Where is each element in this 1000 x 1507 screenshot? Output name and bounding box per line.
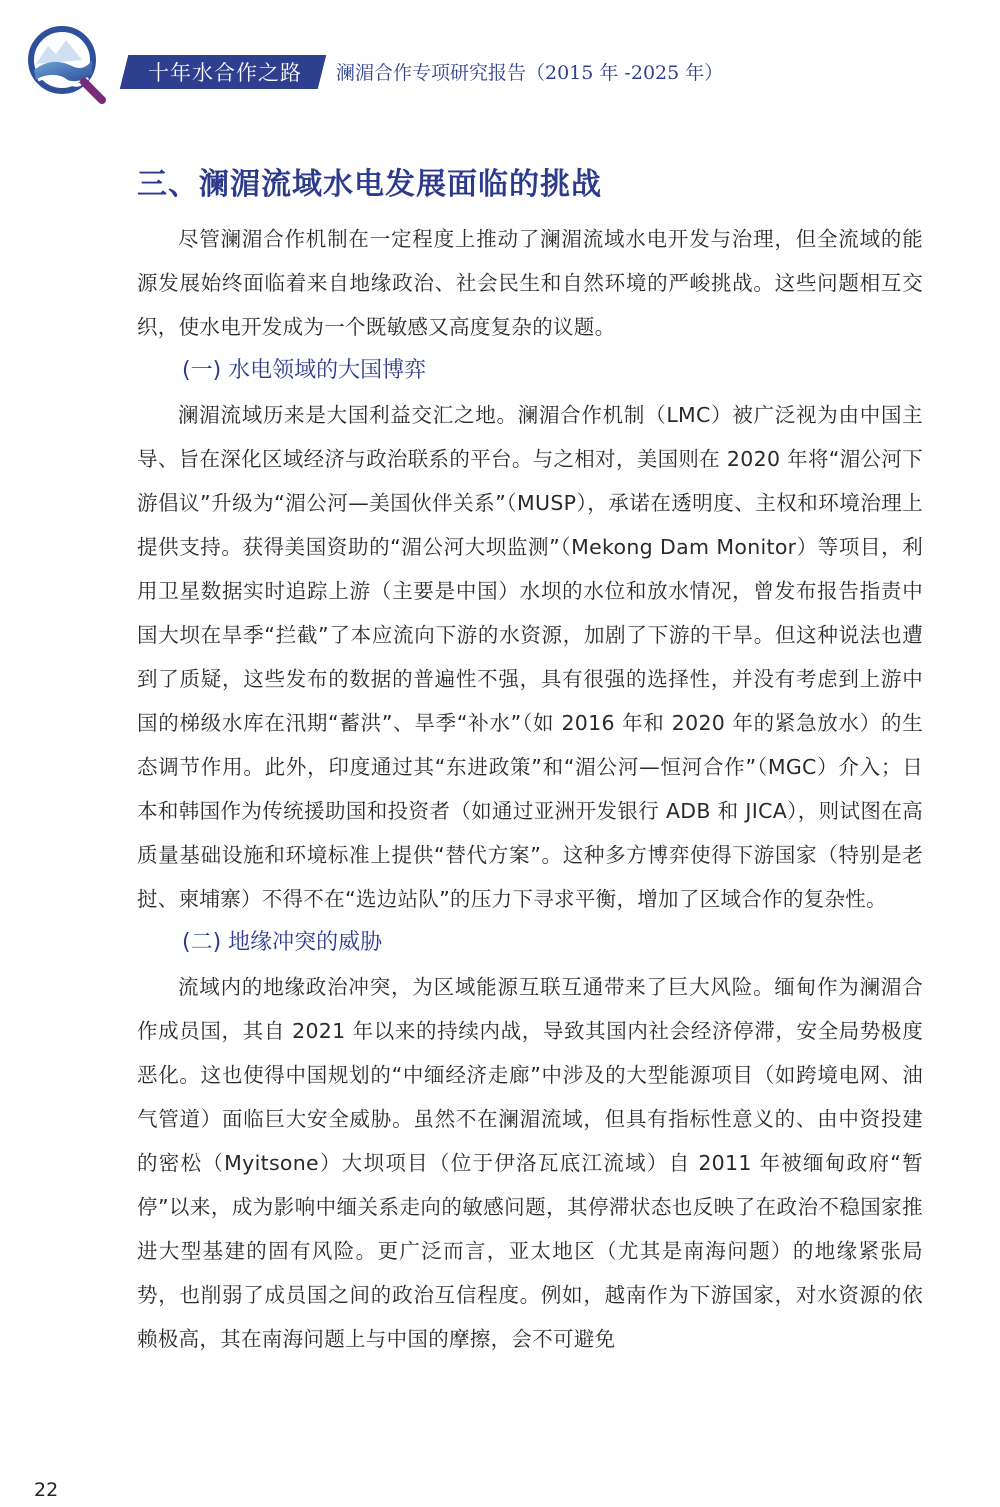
subsection-heading-1: (一) 水电领域的大国博弈 bbox=[182, 358, 427, 383]
subsection-heading-2: (二) 地缘冲突的威胁 bbox=[182, 930, 383, 955]
series-title: 十年水合作之路 bbox=[148, 61, 302, 85]
main-content bbox=[137, 163, 923, 1361]
section-title: 三、澜湄流域水电发展面临的挑战 bbox=[137, 167, 602, 202]
magnifier-landscape-icon bbox=[22, 20, 108, 106]
page-number: 22 bbox=[34, 1479, 59, 1501]
subsection-paragraph-2: 流域内的地缘政治冲突，为区域能源互联互通带来了巨大风险。缅甸作为澜湄合作成员国，其自 2021 年以来的持续内战，导致其国内社会经济停滞，安全局势极度恶化。这也使得中国规划的“中缅经济走廊”中涉及的大型能源项目（如跨境电网、油气管道）面临巨大安全威胁。虽然不在澜湄流域，但具有指标性意义的、由中资投建的密松（Myitsone）大坝项目（位于伊洛瓦底江流域）自 2011 年被缅甸政府“暂停”以来，成为影响中缅关系走向的敏感问题，其停滞状态也反映了在政治不稳国家推进大型基建的固有风险。更广泛而言，亚太地区（尤其是南海问题）的地缘紧张局势，也削弱了成员国之间的政治互信程度。例如，越南作为下游国家，对水资源的依赖极高，其在南海问题上与中国的摩擦，会不可避免 bbox=[137, 975, 923, 1351]
subsection-paragraph-1: 澜湄流域历来是大国利益交汇之地。澜湄合作机制（LMC）被广泛视为由中国主导、旨在深化区域经济与政治联系的平台。与之相对，美国则在 2020 年将“湄公河下游倡议”升级为“湄公河—美国伙伴关系”（MUSP），承诺在透明度、主权和环境治理上提供支持。获得美国资助的“湄公河大坝监测”（Mekong Dam Monitor）等项目，利用卫星数据实时追踪上游（主要是中国）水坝的水位和放水情况，曾发布报告指责中国大坝在旱季“拦截”了本应流向下游的水资源，加剧了下游的干旱。但这种说法也遭到了质疑，这些发布的数据的普遍性不强，具有很强的选择性，并没有考虑到上游中国的梯级水库在汛期“蓄洪”、旱季“补水”（如 2016 年和 2020 年的紧急放水）的生态调节作用。此外，印度通过其“东进政策”和“湄公河—恒河合作”（MGC）介入；日本和韩国作为传统援助国和投资者（如通过亚洲开发银行 ADB 和 JICA），则试图在高质量基础设施和环境标准上提供“替代方案”。这种多方博弈使得下游国家（特别是老挝、柬埔寨）不得不在“选边站队”的压力下寻求平衡，增加了区域合作的复杂性。 bbox=[137, 403, 923, 911]
intro-paragraph: 尽管澜湄合作机制在一定程度上推动了澜湄流域水电开发与治理，但全流域的能源发展始终面临着来自地缘政治、社会民生和自然环境的严峻挑战。这些问题相互交织，使水电开发成为一个既敏感又高度复杂的议题。 bbox=[137, 227, 923, 339]
page-header bbox=[0, 0, 1000, 110]
report-title: 澜湄合作专项研究报告（2015 年 -2025 年） bbox=[336, 62, 724, 84]
